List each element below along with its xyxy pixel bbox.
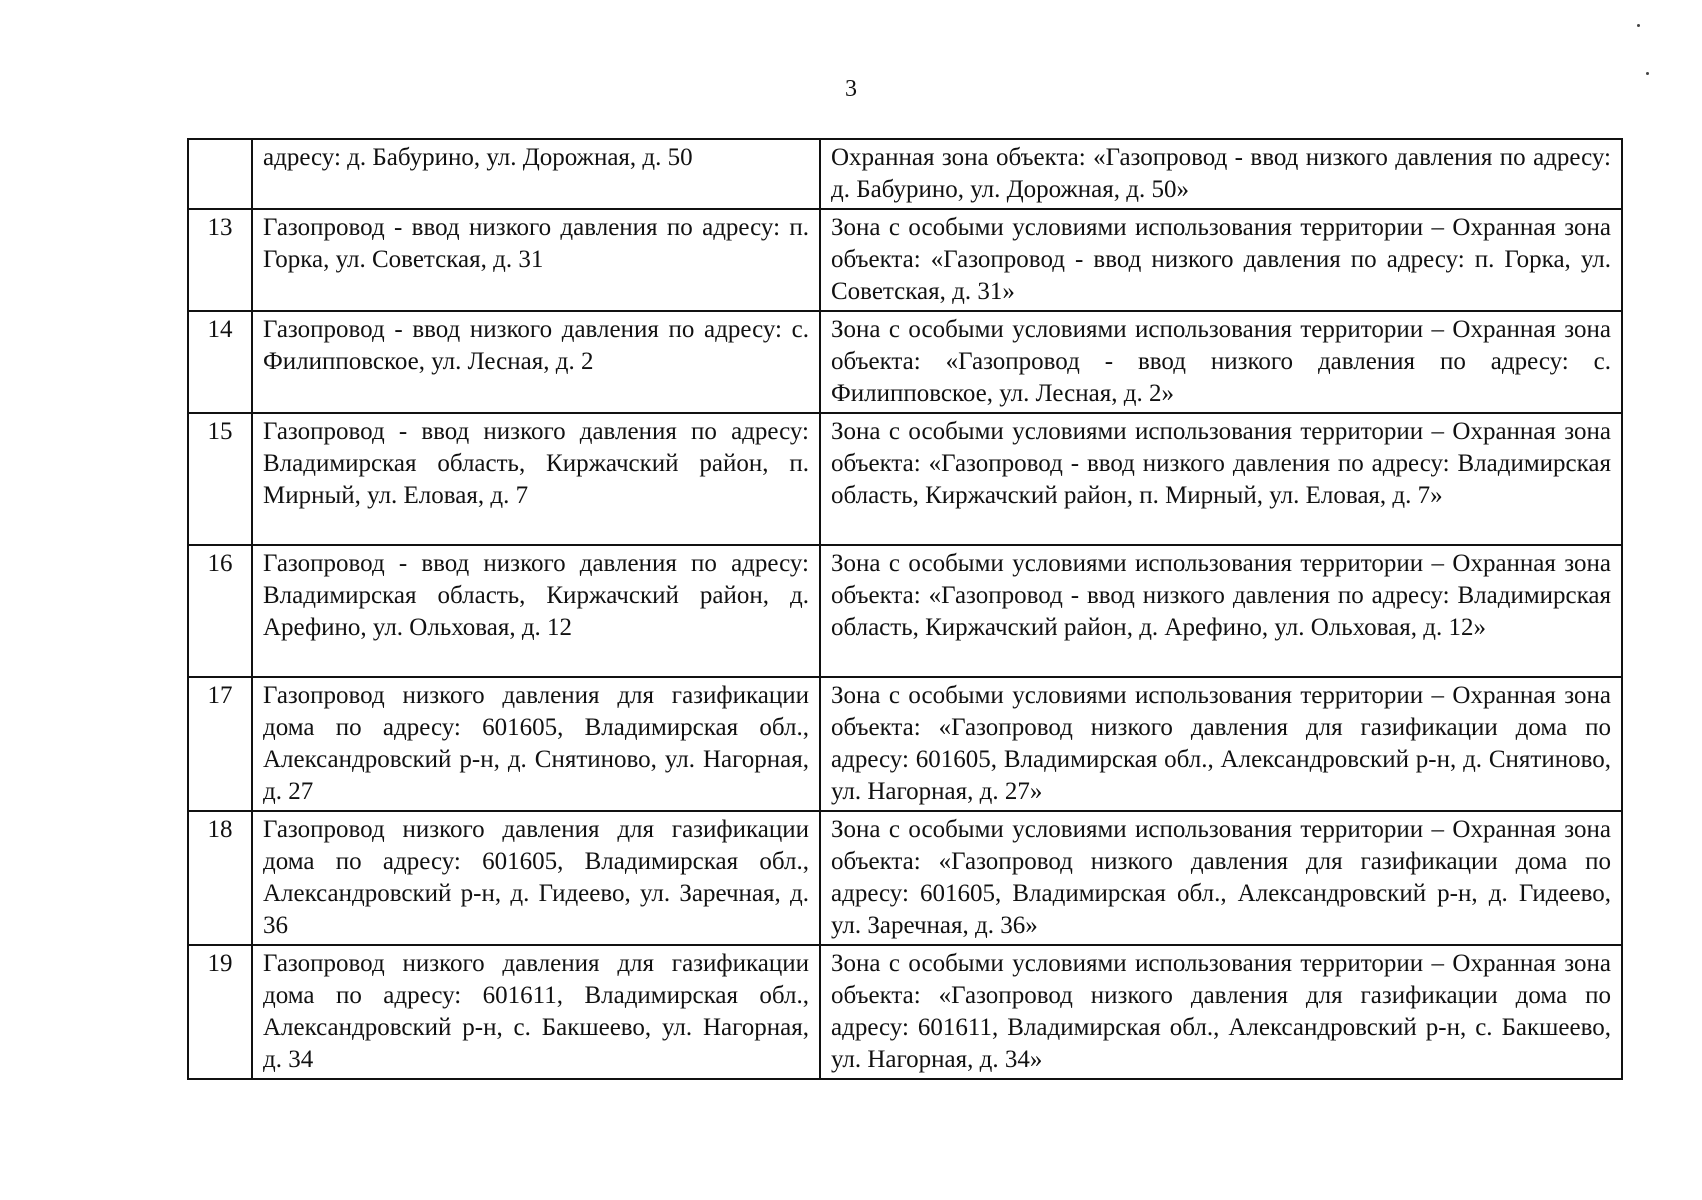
row-number: [188, 139, 252, 209]
row-number: 15: [188, 413, 252, 545]
table-row: [188, 139, 1622, 209]
object-description: Газопровод - ввод низкого давления по адресу: Владимирская область, Киржачский район, д. Арефино, ул. Ольховая, д. 12: [252, 545, 820, 677]
row-number: 17: [188, 677, 252, 811]
zone-description: Зона с особыми условиями использования территории – Охранная зона объекта: «Газопровод низкого давления для газификации дома по адресу: 601605, Владимирская обл., Александровский р-н, д. Снятиново, ул. Нагорная, д. 27»: [820, 677, 1622, 811]
table-row: [188, 811, 1622, 945]
zone-description: Зона с особыми условиями использования территории – Охранная зона объекта: «Газопровод - ввод низкого давления по адресу: п. Горка, ул. Советская, д. 31»: [820, 209, 1622, 311]
page-number: 3: [845, 76, 857, 102]
row-number: 14: [188, 311, 252, 413]
row-number: 13: [188, 209, 252, 311]
table-row: [188, 945, 1622, 1079]
table-row: [188, 677, 1622, 811]
table-row: [188, 413, 1622, 545]
zone-description: Зона с особыми условиями использования территории – Охранная зона объекта: «Газопровод низкого давления для газификации дома по адресу: 601611, Владимирская обл., Александровский р-н, с. Бакшеево, ул. Нагорная, д. 34»: [820, 945, 1622, 1079]
zone-description: Зона с особыми условиями использования территории – Охранная зона объекта: «Газопровод - ввод низкого давления по адресу: Владимирская область, Киржачский район, п. Мирный, ул. Еловая, д. 7»: [820, 413, 1622, 545]
zone-description: Зона с особыми условиями использования территории – Охранная зона объекта: «Газопровод низкого давления для газификации дома по адресу: 601605, Владимирская обл., Александровский р-н, д. Гидеево, ул. Заречная, д. 36»: [820, 811, 1622, 945]
object-description: Газопровод - ввод низкого давления по адресу: с. Филипповское, ул. Лесная, д. 2: [252, 311, 820, 413]
object-description: Газопровод низкого давления для газификации дома по адресу: 601611, Владимирская обл., Александровский р-н, с. Бакшеево, ул. Нагорная, д. 34: [252, 945, 820, 1079]
zone-description: Зона с особыми условиями использования территории – Охранная зона объекта: «Газопровод - ввод низкого давления по адресу: с. Филипповское, ул. Лесная, д. 2»: [820, 311, 1622, 413]
object-description: Газопровод - ввод низкого давления по адресу: Владимирская область, Киржачский район, п. Мирный, ул. Еловая, д. 7: [252, 413, 820, 545]
table-row: [188, 209, 1622, 311]
zone-description: Зона с особыми условиями использования территории – Охранная зона объекта: «Газопровод - ввод низкого давления по адресу: Владимирская область, Киржачский район, д. Арефино, ул. Ольховая, д. 12»: [820, 545, 1622, 677]
object-description: Газопровод - ввод низкого давления по адресу: п. Горка, ул. Советская, д. 31: [252, 209, 820, 311]
scan-speck-1: [1637, 24, 1640, 27]
row-number: 18: [188, 811, 252, 945]
protection-zones-table: [187, 138, 1623, 1080]
object-description: адресу: д. Бабурино, ул. Дорожная, д. 50: [252, 139, 820, 209]
table-row: [188, 311, 1622, 413]
zone-description: Охранная зона объекта: «Газопровод - ввод низкого давления по адресу: д. Бабурино, ул. Дорожная, д. 50»: [820, 139, 1622, 209]
object-description: Газопровод низкого давления для газификации дома по адресу: 601605, Владимирская обл., Александровский р-н, д. Гидеево, ул. Заречная, д. 36: [252, 811, 820, 945]
scan-speck-2: [1646, 72, 1649, 75]
table-row: [188, 545, 1622, 677]
object-description: Газопровод низкого давления для газификации дома по адресу: 601605, Владимирская обл., Александровский р-н, д. Снятиново, ул. Нагорная, д. 27: [252, 677, 820, 811]
row-number: 19: [188, 945, 252, 1079]
row-number: 16: [188, 545, 252, 677]
